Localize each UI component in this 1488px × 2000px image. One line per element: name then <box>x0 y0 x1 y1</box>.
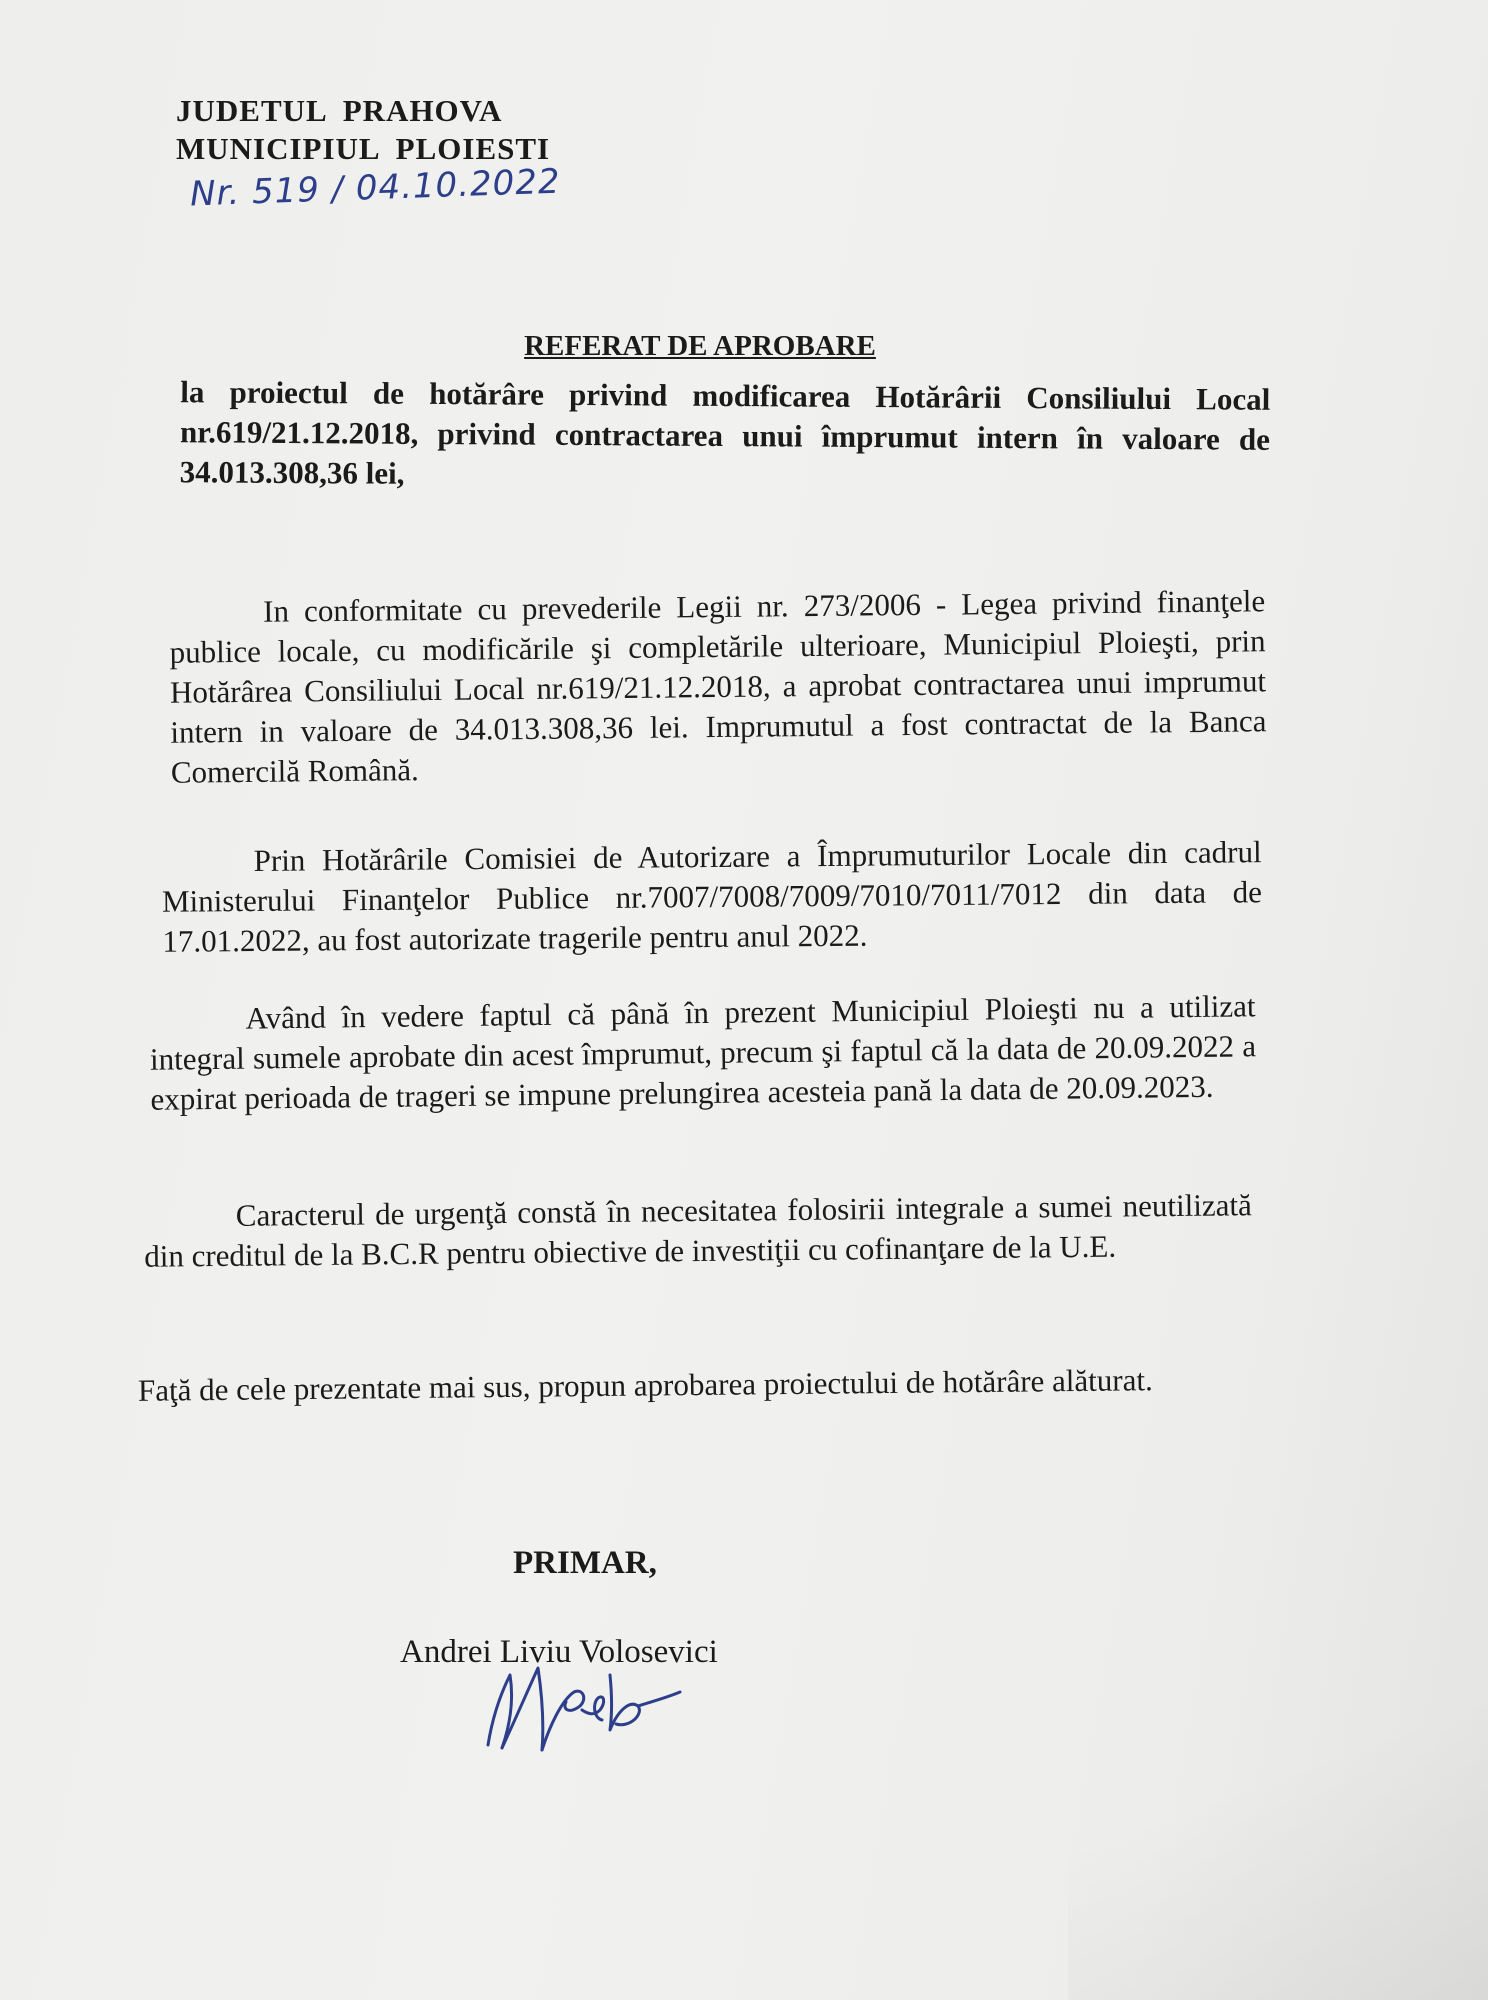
paragraph-urgency: Caracterul de urgenţă constă în necesitatea folosirii integrale a sumei neutilizată din creditul de la B.C.R pentru obiective de investiţii cu cofinanţare de la U.E. <box>144 1187 1252 1274</box>
paragraph-legal-basis: In conformitate cu prevederile Legii nr. 273/2006 - Legea privind finanţele publice locale, cu modificările şi completările ulterioare, Municipiul Ploieşti, prin Hotărârea Consiliului Local nr.619/21.12.2018, a aprobat contractarea unui imprumut intern in valoare de 34.013.308,36 lei. Imprumutul a fost contractat de la Banca Comercilă Română. <box>169 583 1267 790</box>
page-shadow <box>1068 1640 1488 2000</box>
mayor-name: Andrei Liviu Volosevici <box>400 1634 718 1670</box>
municipality-line: MUNICIPIUL PLOIESTI <box>176 131 551 166</box>
document-title: REFERAT DE APROBARE <box>524 330 876 362</box>
paragraph-authorization: Prin Hotărârile Comisiei de Autorizare a Împrumuturilor Locale din cadrul Ministerului Finanţelor Publice nr.7007/7008/7009/7010/7011/7012 din data de 17.01.2022, au fost autorizate tragerile pentru anul 2022. <box>161 834 1263 959</box>
paragraph-justification: Având în vedere faptul că până în prezent Municipiul Ploieşti nu a utilizat integral sumele aprobate din acest împrumut, precum şi faptul că la data de 20.09.2022 a expirat perioada de trageri se impune prelungirea acesteia pană la data de 20.09.2023. <box>149 988 1257 1117</box>
handwritten-signature <box>470 1640 700 1760</box>
paragraph-proposal: Faţă de cele prezentate mai sus, propun aprobarea proiectului de hotărâre alăturat. <box>137 1362 1153 1408</box>
issuer-header <box>176 92 550 168</box>
document-subject: la proiectul de hotărâre privind modificarea Hotărârii Consiliului Local nr.619/21.12.2018, privind contractarea unui împrumut intern în valoare de 34.013.308,36 lei, <box>179 374 1271 491</box>
handwritten-registration-number: Nr. 519 / 04.10.2022 <box>189 161 562 215</box>
county-line: JUDETUL PRAHOVA <box>176 93 503 128</box>
mayor-title: PRIMAR, <box>513 1545 657 1581</box>
